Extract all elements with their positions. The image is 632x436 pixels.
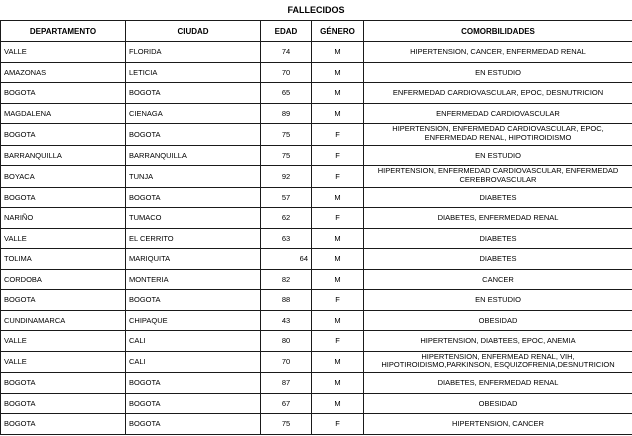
cell-edad[interactable]: 87 xyxy=(261,373,312,394)
cell-edad[interactable]: 92 xyxy=(261,166,312,188)
cell-comorbilidades[interactable]: HIPERTENSION, CANCER xyxy=(364,414,632,435)
cell-edad[interactable]: 80 xyxy=(261,331,312,352)
cell-edad[interactable]: 70 xyxy=(261,351,312,373)
cell-comorbilidades[interactable]: DIABETES xyxy=(364,228,632,249)
cell-edad[interactable]: 64 xyxy=(261,249,312,270)
cell-departamento[interactable]: CORDOBA xyxy=(1,269,126,290)
cell-genero[interactable]: M xyxy=(312,103,364,124)
table-row xyxy=(1,83,632,104)
cell-ciudad[interactable]: BOGOTA xyxy=(126,414,261,435)
cell-genero[interactable]: F xyxy=(312,124,364,146)
cell-ciudad[interactable]: FLORIDA xyxy=(126,42,261,63)
cell-departamento[interactable]: NARIÑO xyxy=(1,208,126,229)
cell-comorbilidades[interactable]: EN ESTUDIO xyxy=(364,145,632,166)
cell-edad[interactable]: 89 xyxy=(261,103,312,124)
cell-departamento[interactable]: BARRANQUILLA xyxy=(1,145,126,166)
cell-ciudad[interactable]: BOGOTA xyxy=(126,83,261,104)
cell-comorbilidades[interactable]: OBESIDAD xyxy=(364,393,632,414)
cell-departamento[interactable]: VALLE xyxy=(1,228,126,249)
cell-departamento[interactable]: BOGOTA xyxy=(1,187,126,208)
table-title: FALLECIDOS xyxy=(287,5,345,15)
cell-edad[interactable]: 63 xyxy=(261,228,312,249)
cell-genero[interactable]: F xyxy=(312,414,364,435)
cell-comorbilidades[interactable]: EN ESTUDIO xyxy=(364,62,632,83)
cell-comorbilidades[interactable]: CANCER xyxy=(364,269,632,290)
cell-departamento[interactable]: BOGOTA xyxy=(1,83,126,104)
cell-edad[interactable]: 74 xyxy=(261,42,312,63)
cell-genero[interactable]: M xyxy=(312,269,364,290)
table-row xyxy=(1,249,632,270)
cell-departamento[interactable]: VALLE xyxy=(1,331,126,352)
cell-genero[interactable]: M xyxy=(312,228,364,249)
cell-ciudad[interactable]: EL CERRITO xyxy=(126,228,261,249)
cell-departamento[interactable]: CUNDINAMARCA xyxy=(1,310,126,331)
cell-comorbilidades[interactable]: ENFERMEDAD CARDIOVASCULAR, EPOC, DESNUTRICION xyxy=(364,83,632,104)
cell-ciudad[interactable]: BOGOTA xyxy=(126,187,261,208)
table-row xyxy=(1,414,632,435)
cell-comorbilidades[interactable]: HIPERTENSION, ENFERMEDAD CARDIOVASCULAR, EPOC, ENFERMEDAD RENAL, HIPOTIROIDISMO xyxy=(364,124,632,146)
cell-genero[interactable]: M xyxy=(312,373,364,394)
table-row xyxy=(1,228,632,249)
table-row xyxy=(1,187,632,208)
cell-ciudad[interactable]: BARRANQUILLA xyxy=(126,145,261,166)
cell-ciudad[interactable]: TUMACO xyxy=(126,208,261,229)
cell-genero[interactable]: F xyxy=(312,145,364,166)
header-comorbilidades[interactable]: COMORBILIDADES xyxy=(364,21,632,42)
table-row xyxy=(1,269,632,290)
cell-ciudad[interactable]: BOGOTA xyxy=(126,290,261,311)
cell-ciudad[interactable]: TUNJA xyxy=(126,166,261,188)
cell-departamento[interactable]: BOGOTA xyxy=(1,414,126,435)
table-row xyxy=(1,351,632,373)
cell-edad[interactable]: 75 xyxy=(261,124,312,146)
cell-genero[interactable]: M xyxy=(312,42,364,63)
table-row xyxy=(1,208,632,229)
cell-edad[interactable]: 65 xyxy=(261,83,312,104)
cell-genero[interactable]: F xyxy=(312,208,364,229)
cell-genero[interactable]: M xyxy=(312,62,364,83)
cell-departamento[interactable]: VALLE xyxy=(1,42,126,63)
table-row xyxy=(1,331,632,352)
cell-edad[interactable]: 62 xyxy=(261,208,312,229)
cell-edad[interactable]: 75 xyxy=(261,414,312,435)
cell-genero[interactable]: M xyxy=(312,393,364,414)
cell-ciudad[interactable]: CALI xyxy=(126,351,261,373)
cell-genero[interactable]: M xyxy=(312,187,364,208)
cell-ciudad[interactable]: BOGOTA xyxy=(126,124,261,146)
cell-ciudad[interactable]: BOGOTA xyxy=(126,373,261,394)
cell-departamento[interactable]: BOGOTA xyxy=(1,290,126,311)
cell-edad[interactable]: 67 xyxy=(261,393,312,414)
cell-ciudad[interactable]: BOGOTA xyxy=(126,393,261,414)
cell-genero[interactable]: M xyxy=(312,310,364,331)
cell-ciudad[interactable]: MONTERIA xyxy=(126,269,261,290)
cell-comorbilidades[interactable]: HIPERTENSION, ENFERMEAD RENAL, VIH, HIPOTIROIDISMO,PARKINSON, ESQUIZOFRENIA,DESNUTRICION xyxy=(364,351,632,373)
cell-departamento[interactable]: VALLE xyxy=(1,351,126,373)
cell-ciudad[interactable]: CHIPAQUE xyxy=(126,310,261,331)
cell-ciudad[interactable]: CALI xyxy=(126,331,261,352)
cell-ciudad[interactable]: MARIQUITA xyxy=(126,249,261,270)
cell-comorbilidades[interactable]: ENFERMEDAD CARDIOVASCULAR xyxy=(364,103,632,124)
table-row xyxy=(1,103,632,124)
table-row xyxy=(1,310,632,331)
cell-comorbilidades[interactable]: HIPERTENSION, ENFERMEDAD CARDIOVASCULAR, ENFERMEDAD CEREBROVASCULAR xyxy=(364,166,632,188)
header-ciudad[interactable]: CIUDAD xyxy=(126,21,261,42)
cell-comorbilidades[interactable]: OBESIDAD xyxy=(364,310,632,331)
cell-comorbilidades[interactable]: HIPERTENSION, DIABTEES, EPOC, ANEMIA xyxy=(364,331,632,352)
cell-edad[interactable]: 70 xyxy=(261,62,312,83)
cell-comorbilidades[interactable]: DIABETES xyxy=(364,187,632,208)
cell-edad[interactable]: 82 xyxy=(261,269,312,290)
cell-edad[interactable]: 75 xyxy=(261,145,312,166)
cell-comorbilidades[interactable]: DIABETES xyxy=(364,249,632,270)
cell-departamento[interactable]: MAGDALENA xyxy=(1,103,126,124)
table-row xyxy=(1,42,632,63)
cell-edad[interactable]: 88 xyxy=(261,290,312,311)
table-row xyxy=(1,124,632,146)
cell-comorbilidades[interactable]: HIPERTENSION, CANCER, ENFERMEDAD RENAL xyxy=(364,42,632,63)
cell-departamento[interactable]: AMAZONAS xyxy=(1,62,126,83)
cell-genero[interactable]: M xyxy=(312,351,364,373)
cell-departamento[interactable]: BOYACA xyxy=(1,166,126,188)
table-row xyxy=(1,373,632,394)
table-row xyxy=(1,145,632,166)
cell-edad[interactable]: 43 xyxy=(261,310,312,331)
cell-genero[interactable]: F xyxy=(312,331,364,352)
cell-departamento[interactable]: BOGOTA xyxy=(1,393,126,414)
cell-comorbilidades[interactable]: EN ESTUDIO xyxy=(364,290,632,311)
cell-genero[interactable]: M xyxy=(312,83,364,104)
cell-departamento[interactable]: BOGOTA xyxy=(1,373,126,394)
cell-departamento[interactable]: BOGOTA xyxy=(1,124,126,146)
table-row xyxy=(1,166,632,188)
header-genero[interactable]: GÉNERO xyxy=(312,21,364,42)
header-departamento[interactable]: DEPARTAMENTO xyxy=(1,21,126,42)
cell-genero[interactable]: M xyxy=(312,249,364,270)
cell-genero[interactable]: F xyxy=(312,290,364,311)
cell-departamento[interactable]: TOLIMA xyxy=(1,249,126,270)
cell-ciudad[interactable]: LETICIA xyxy=(126,62,261,83)
table-row xyxy=(1,393,632,414)
table-row xyxy=(1,290,632,311)
header-row xyxy=(1,21,632,42)
table-row xyxy=(1,62,632,83)
cell-ciudad[interactable]: CIENAGA xyxy=(126,103,261,124)
cell-comorbilidades[interactable]: DIABETES, ENFERMEDAD RENAL xyxy=(364,373,632,394)
header-edad[interactable]: EDAD xyxy=(261,21,312,42)
fallecidos-table xyxy=(0,20,632,435)
cell-comorbilidades[interactable]: DIABETES, ENFERMEDAD RENAL xyxy=(364,208,632,229)
cell-genero[interactable]: F xyxy=(312,166,364,188)
cell-edad[interactable]: 57 xyxy=(261,187,312,208)
